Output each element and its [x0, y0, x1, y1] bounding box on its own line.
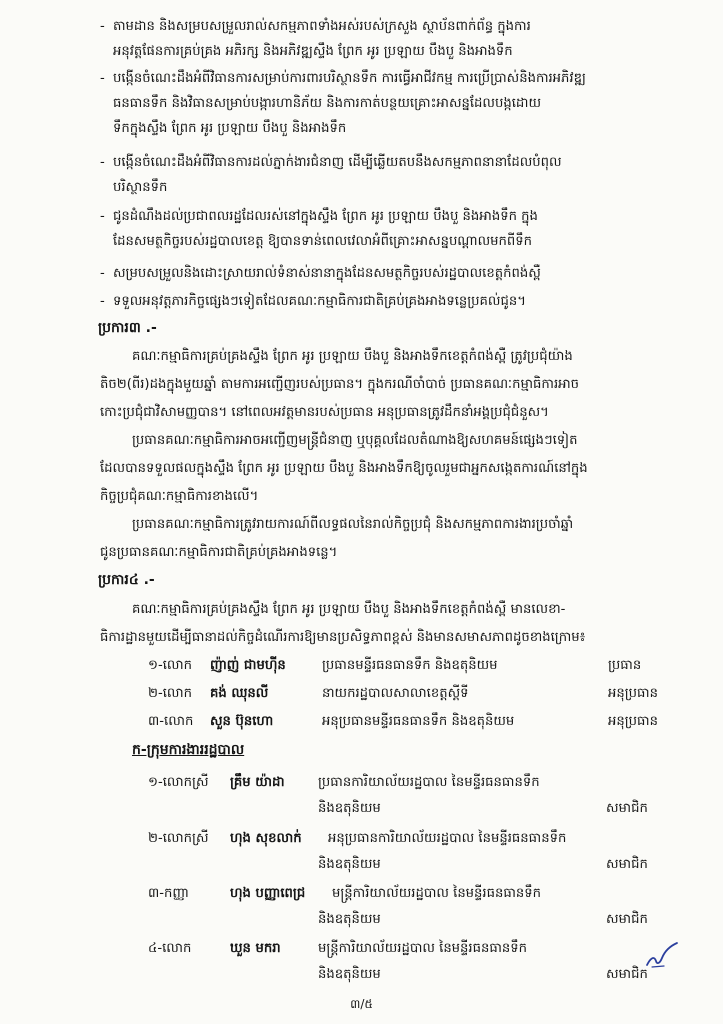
member-role: ប្រធាន: [608, 658, 642, 673]
member-title: និងឧតុនិយម: [318, 801, 381, 816]
bullet-item: - បង្កើនចំណេះដឹងអំពីវិធានការដល់ភ្នាក់ងារជំនាញ ដើម្បីឆ្លើយតបនឹងសកម្មភាពនានាដែលបំពុល បរិស្ថានទឹក: [100, 155, 562, 195]
document-page: - តាមដាន និងសម្របសម្រួលរាល់សកម្មភាពទាំងអស់របស់ក្រសួង ស្ថាប័នពាក់ព័ន្ធ ក្នុងការ អនុវត្តផែនការគ្រប់គ្រង អភិរក្ស និងអភិវឌ្ឍស្ទឹង ព្រែក អូរ ប្រឡាយ បឹងបួ និងអាងទឹក - បង្កើនចំណេះដឹងអំពីវិធានការសម្រាប់ការពារបរិស្ថានទឹក ការធ្វើអាជីវកម្ម ការប្រើប្រាស់និងការអភិវឌ្ឍ ធនធានទឹក និងវិធានសម្រាប់បង្ការហានិភ័យ និងការកាត់បន្ថយគ្រោះអាសន្នដែលបង្កដោយ ទឹកក្នុងស្ទឹង ព្រែក អូរ ប្រឡាយ បឹងបួ និងអាងទឹក - បង្កើនចំណេះដឹងអំពីវិធានការដល់ភ្នាក់ងារជំនាញ ដើម្បីឆ្លើយតបនឹងសកម្មភាពនានាដែលបំពុល បរិស្ថានទឹក - ជូនដំណឹងដល់ប្រជាពលរដ្ឋដែលរស់នៅក្នុងស្ទឹង ព្រែក អូរ ប្រឡាយ បឹងបួ និងអាងទឹក ក្នុង ដែនសមត្ថកិច្ចរបស់រដ្ឋបាលខេត្ត ឱ្យបានទាន់ពេលវេលាអំពីគ្រោះអាសន្នបណ្តាលមកពីទឹក - សម្របសម្រួលនិងដោះស្រាយរាល់ទំនាស់នានាក្នុងដែនសមត្ថកិច្ចរបស់រដ្ឋបាលខេត្តកំពង់ស្ពឺ - ទទួលអនុវត្តភារកិច្ចផ្សេងៗទៀតដែលគណៈកម្មាធិការជាតិគ្រប់គ្រងអាងទន្លេប្រគល់ជូន។ ប្រការ៣ .- គណៈកម្មាធិការគ្រប់គ្រងស្ទឹង ព្រែក អូរ ប្រឡាយ បឹងបួ និងអាងទឹកខេត្តកំពង់ស្ពឺ ត្រូវប្រជុំយ៉ាង តិច២(ពីរ)ដងក្នុងមួយឆ្នាំ តាមការអញ្ជើញរបស់ប្រធាន។ ក្នុងករណីចាំបាច់ ប្រធានគណៈកម្មាធិការអាច កោះប្រជុំជាវិសាមញ្ញបាន។ នៅពេលអវត្តមានរបស់ប្រធាន អនុប្រធានត្រូវដឹកនាំអង្គប្រជុំជំនួស។ ប្រធានគណៈកម្មាធិការអាចអញ្ជើញមន្ត្រីជំនាញ ឬបុគ្គលដែលតំណាងឱ្យសហគមន៍ផ្សេងៗទៀត ដែលបានទទួលផលក្នុងស្ទឹង ព្រែក អូរ ប្រឡាយ បឹងបួ និងអាងទឹកឱ្យចូលរួមជាអ្នកសង្កេតការណ៍នៅក្នុង កិច្ចប្រជុំគណៈកម្មាធិការខាងលើ។ ប្រធានគណៈកម្មាធិការត្រូវរាយការណ៍ពីលទ្ធផលនៃរាល់កិច្ចប្រជុំ និងសកម្មភាពការងារប្រចាំឆ្នាំ ជូនប្រធានគណៈកម្មាធិការជាតិគ្រប់គ្រងអាងទន្លេ។ ប្រការ៤ .- គណៈកម្មាធិការគ្រប់គ្រងស្ទឹង ព្រែក អូរ ប្រឡាយ បឹងបួ និងអាងទឹកខេត្តកំពង់ស្ពឺ មានលេខា- ធិការដ្ឋានមួយដើម្បីធានាដល់កិច្ចដំណើរការឱ្យមានប្រសិទ្ធភាពខ្ពស់ និងមានសមាសភាពដូចខាងក្រោម៖ ១-លោក ញ៉ាញ់ ជាមហ៊ីន ប្រធានមន្ទីរធនធានទឹក និងឧតុនិយម ប្រធាន ២-លោក គង់ ឈុនលី នាយករដ្ឋបាលសាលាខេត្តស្តីទី អនុប្រធាន ៣-លោក សួន ប៊ុនហោ អនុប្រធានមន្ទីរធនធានទឹក និងឧតុនិយម អនុប្រធាន ក-ក្រុមការងាររដ្ឋបាល ១-លោកស្រី គ្រឹម យ៉ាដា ប្រធានការិយាល័យរដ្ឋបាល នៃមន្ទីរធនធានទឹក និងឧតុនិយម សមាជិក ២-លោកស្រី ហុង សុខលាក់ អនុប្រធានការិយាល័យរដ្ឋបាល នៃមន្ទីរធនធានទឹក និងឧតុនិយម សមាជិក ៣-កញ្ញា ហុង បញ្ញាពេជ្រ មន្ត្រីការិយាល័យរដ្ឋបាល នៃមន្ទីរធនធានទឹក និងឧតុនិយម សមាជិក ៤-លោក ឃួន មករា មន្ត្រីការិយាល័យរដ្ឋបាល នៃមន្ទីរធនធានទឹក និងឧតុនិយម សមាជិក ៣/៥: [0, 0, 723, 1024]
paragraph-line: ជូនប្រធានគណៈកម្មាធិការជាតិគ្រប់គ្រងអាងទន្លេ។: [100, 545, 338, 560]
member-role: សមាជិក: [606, 912, 648, 927]
member-title: និងឧតុនិយម: [318, 857, 381, 872]
member-title: និងឧតុនិយម: [318, 912, 381, 927]
paragraph-line: កិច្ចប្រជុំគណៈកម្មាធិការខាងលើ។: [100, 489, 259, 504]
member-name: ឃួន មករា: [230, 941, 281, 956]
bullet-item: - បង្កើនចំណេះដឹងអំពីវិធានការសម្រាប់ការពារបរិស្ថានទឹក ការធ្វើអាជីវកម្ម ការប្រើប្រាស់និងការអភិវឌ្ឍ ធនធានទឹក និងវិធានសម្រាប់បង្ការហានិភ័យ និងការកាត់បន្ថយគ្រោះអាសន្នដែលបង្កដោយ ទឹកក្នុងស្ទឹង ព្រែក អូរ ប្រឡាយ បឹងបួ និងអាងទឹក: [100, 71, 586, 136]
bullet-item: - សម្របសម្រួលនិងដោះស្រាយរាល់ទំនាស់នានាក្នុងដែនសមត្ថកិច្ចរបស់រដ្ឋបាលខេត្តកំពង់ស្ពឺ: [100, 266, 541, 281]
member-role: សមាជិក: [606, 967, 648, 982]
member-name: ញ៉ាញ់ ជាមហ៊ីន: [210, 658, 286, 673]
member-name: ហុង បញ្ញាពេជ្រ: [230, 886, 306, 901]
paragraph-line: ប្រធានគណៈកម្មាធិការអាចអញ្ជើញមន្ត្រីជំនាញ ឬបុគ្គលដែលតំណាងឱ្យសហគមន៍ផ្សេងៗទៀត: [132, 433, 578, 448]
page-number: ៣/៥: [350, 997, 373, 1011]
member-title: មន្ត្រីការិយាល័យរដ្ឋបាល នៃមន្ទីរធនធានទឹក: [332, 886, 542, 901]
article-3-heading: ប្រការ៣ .-: [98, 320, 157, 336]
signature-initial-icon: [644, 941, 680, 971]
member-role: អនុប្រធាន: [608, 686, 658, 701]
member-title: មន្ត្រីការិយាល័យរដ្ឋបាល នៃមន្ទីរធនធានទឹក: [318, 941, 528, 956]
paragraph-line: ធិការដ្ឋានមួយដើម្បីធានាដល់កិច្ចដំណើរការឱ្យមានប្រសិទ្ធភាពខ្ពស់ និងមានសមាសភាពដូចខាងក្រោម៖: [100, 630, 586, 645]
section-heading: ក-ក្រុមការងាររដ្ឋបាល: [132, 742, 245, 758]
bullet-item: - តាមដាន និងសម្របសម្រួលរាល់សកម្មភាពទាំងអស់របស់ក្រសួង ស្ថាប័នពាក់ព័ន្ធ ក្នុងការ អនុវត្តផែនការគ្រប់គ្រង អភិរក្ស និងអភិវឌ្ឍស្ទឹង ព្រែក អូរ ប្រឡាយ បឹងបួ និងអាងទឹក: [100, 19, 531, 59]
paragraph-line: តិច២(ពីរ)ដងក្នុងមួយឆ្នាំ តាមការអញ្ជើញរបស់ប្រធាន។ ក្នុងករណីចាំបាច់ ប្រធានគណៈកម្មាធិការអាច: [100, 377, 580, 392]
member-title: និងឧតុនិយម: [318, 967, 381, 982]
bullet-item: - ទទួលអនុវត្តភារកិច្ចផ្សេងៗទៀតដែលគណៈកម្មាធិការជាតិគ្រប់គ្រងអាងទន្លេប្រគល់ជូន។: [100, 294, 526, 309]
member-name: សួន ប៊ុនហោ: [210, 714, 274, 729]
article-4-heading: ប្រការ៤ .-: [98, 572, 155, 588]
member-name: ហុង សុខលាក់: [230, 831, 302, 846]
member-title: នាយករដ្ឋបាលសាលាខេត្តស្តីទី: [322, 686, 469, 701]
paragraph-line: គណៈកម្មាធិការគ្រប់គ្រងស្ទឹង ព្រែក អូរ ប្រឡាយ បឹងបួ និងអាងទឹកខេត្តកំពង់ស្ពឺ មានលេខា-: [132, 602, 566, 617]
member-role: សមាជិក: [606, 857, 648, 872]
member-title: ប្រធានមន្ទីរធនធានទឹក និងឧតុនិយម: [322, 658, 498, 673]
member-role: អនុប្រធាន: [608, 714, 658, 729]
bullet-item: - ជូនដំណឹងដល់ប្រជាពលរដ្ឋដែលរស់នៅក្នុងស្ទឹង ព្រែក អូរ ប្រឡាយ បឹងបួ និងអាងទឹក ក្នុង ដែនសមត្ថកិច្ចរបស់រដ្ឋបាលខេត្ត ឱ្យបានទាន់ពេលវេលាអំពីគ្រោះអាសន្នបណ្តាលមកពីទឹក: [100, 209, 538, 249]
member-title: អនុប្រធានមន្ទីរធនធានទឹក និងឧតុនិយម: [322, 714, 515, 729]
member-title: ប្រធានការិយាល័យរដ្ឋបាល នៃមន្ទីរធនធានទឹក: [318, 775, 540, 790]
member-role: សមាជិក: [606, 801, 648, 816]
member-name: គ្រឹម យ៉ាដា: [230, 775, 285, 790]
paragraph-line: គណៈកម្មាធិការគ្រប់គ្រងស្ទឹង ព្រែក អូរ ប្រឡាយ បឹងបួ និងអាងទឹកខេត្តកំពង់ស្ពឺ ត្រូវប្រជុំយ៉ាង: [132, 349, 573, 364]
paragraph-line: ដែលបានទទួលផលក្នុងស្ទឹង ព្រែក អូរ ប្រឡាយ បឹងបួ និងអាងទឹកឱ្យចូលរួមជាអ្នកសង្កេតការណ៍នៅក្នុង: [100, 461, 588, 476]
member-title: អនុប្រធានការិយាល័យរដ្ឋបាល នៃមន្ទីរធនធានទឹក: [328, 831, 567, 846]
paragraph-line: ប្រធានគណៈកម្មាធិការត្រូវរាយការណ៍ពីលទ្ធផលនៃរាល់កិច្ចប្រជុំ និងសកម្មភាពការងារប្រចាំឆ្នាំ: [132, 517, 574, 532]
member-name: គង់ ឈុនលី: [210, 686, 269, 701]
paragraph-line: កោះប្រជុំជាវិសាមញ្ញបាន។ នៅពេលអវត្តមានរបស់ប្រធាន អនុប្រធានត្រូវដឹកនាំអង្គប្រជុំជំនួស។: [100, 405, 549, 420]
